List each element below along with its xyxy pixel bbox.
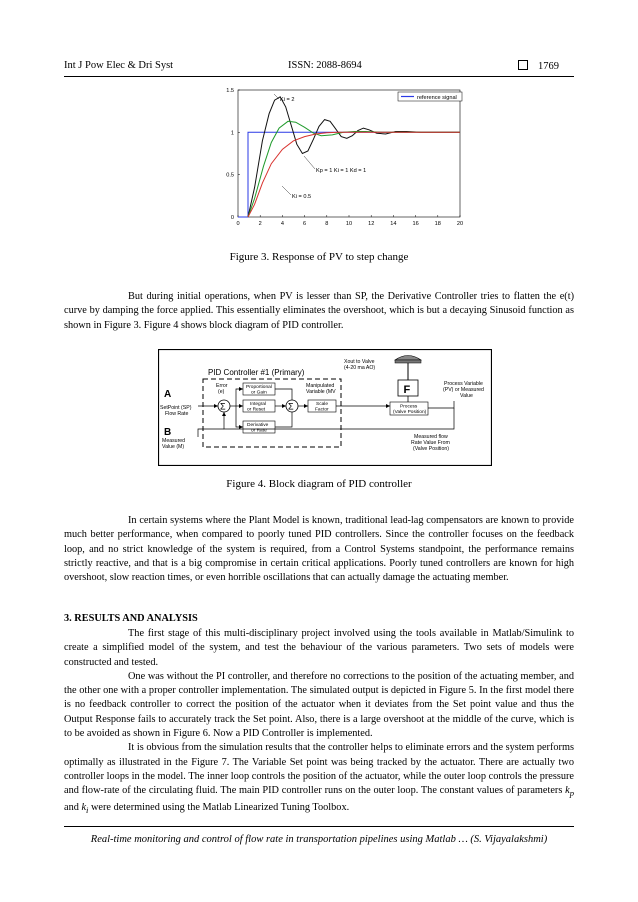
process-line1: Process <box>400 404 418 410</box>
controller-title: PID Controller #1 (Primary) <box>208 368 305 377</box>
manipulated-line1: Manipulated <box>306 383 335 389</box>
derivative-line2: or Rate <box>251 428 267 434</box>
manipulated-line2: Variable (MV <box>306 389 336 395</box>
process-line2: (Valve Position) <box>393 410 427 415</box>
section-p1: The first stage of this multi-disciplinary project involved using the tools available in Matlab/Simulink to create a simplified model of the system, and test the behaviour of the various parameters. Two sets of models were constructed and tested. <box>64 628 574 668</box>
x-tick-label: 4 <box>280 221 284 227</box>
figure4-caption: Figure 4. Block diagram of PID controller <box>226 478 412 490</box>
integral-line1: Integral <box>250 402 266 407</box>
x-tick-label: 2 <box>258 221 262 227</box>
x-tick-label: 16 <box>412 221 419 227</box>
section-p3-and: and <box>64 801 82 813</box>
figure3-caption: Figure 3. Response of PV to step change <box>229 251 409 263</box>
setpoint-line1: SetPoint (SP) <box>160 405 192 411</box>
header-rule <box>64 76 574 77</box>
mflow-line1: Measured flow <box>414 434 448 440</box>
mflow-line2: Rate Value From <box>411 440 450 446</box>
label-b: B <box>164 427 172 438</box>
pid-block-diagram <box>158 349 492 466</box>
x-tick-label: 8 <box>325 221 329 227</box>
pv-line2: (PV) or Measured <box>443 387 484 393</box>
kp-subscript: p <box>569 788 574 799</box>
paragraph-2 <box>64 514 574 585</box>
annotation-label: Ki = 2 <box>280 97 295 103</box>
section-p3-text-b: were determined using the Matlab Linearized Tuning Toolbox. <box>88 801 350 813</box>
x-tick-label: 0 <box>236 221 240 227</box>
xout-line1: Xout to Valve <box>344 359 375 365</box>
chart-legend <box>398 92 462 101</box>
scale-line1: Scale <box>316 402 328 407</box>
y-tick-label: 1 <box>230 130 234 137</box>
pv-line3: Value <box>460 393 473 399</box>
legend-label: reference signal <box>417 95 457 101</box>
measured-line1: Measured <box>162 438 186 444</box>
paragraph-2-text: In certain systems where the Plant Model is known, traditional lead-lag compensators are known to provide much better performance, when compared to poorly tuned PID controllers. Since the controller focuses on the feedback loop, and no strict knowledge of the system is required, from a Control Systems standpoint, the performance remains strictly reactive, and that is a big compromise in certain critical applications. Poorly tuned controllers are known for high overshoot, slow reaction times, or even horrible oscillations that can actually damage the actuating member. <box>64 515 574 584</box>
setpoint-line2: Flow Rate <box>165 411 189 417</box>
x-tick-label: 14 <box>390 221 397 227</box>
paragraph-1-text: But during initial operations, when PV is lesser than SP, the Derivative Controller tries to flatten the e(t) curve by damping the force applied. This essentially eliminates the overshoot, which is but a decaying Sinusoid function as shown in Figure 3. Figure 4 shows block diagram of PID controller. <box>64 291 574 331</box>
ki-subscript: i <box>86 804 89 815</box>
derivative-line1: Derivative <box>247 423 269 428</box>
running-footer: Real-time monitoring and control of flow rate in transportation pipelines using Matlab … (S. Vijayalakshmi) <box>90 834 548 845</box>
journal-name: Int J Pow Elec & Dri Syst <box>64 60 174 71</box>
page-number-wrap <box>518 60 559 72</box>
mflow-line3: (Valve Position) <box>413 446 449 452</box>
error-line2: (e) <box>218 389 225 395</box>
section-heading: 3. RESULTS AND ANALYSIS <box>64 613 198 624</box>
section-p3 <box>64 741 574 817</box>
chart-axes <box>226 88 463 227</box>
integral-line2: or Reset <box>247 407 266 413</box>
error-line1: Error <box>216 383 228 389</box>
annotation-label: Kp = 1 Ki = 1 Kd = 1 <box>316 168 367 174</box>
pv-step-response-chart <box>218 82 478 242</box>
x-tick-label: 18 <box>434 221 441 227</box>
pv-line1: Process Variable <box>444 381 483 387</box>
label-a: A <box>164 389 172 400</box>
valve-letter: F <box>403 384 411 396</box>
footer-rule <box>64 826 574 827</box>
page-number: 1769 <box>538 61 559 72</box>
x-tick-label: 6 <box>303 221 307 227</box>
x-tick-label: 10 <box>345 221 353 227</box>
issn: ISSN: 2088-8694 <box>288 60 362 71</box>
x-tick-label: 12 <box>368 221 375 227</box>
proportional-line2: or Gain <box>251 390 267 396</box>
annotation-label: Ki = 0.5 <box>292 194 312 200</box>
paragraph-1 <box>64 290 574 333</box>
section-p3-text-a: It is obvious from the simulation results that the controller helps to eliminate errors and the system performs optimally as illustrated in the Figure 7. The Variable Set point was being tracked by the actuator. There are actually two controller loops in the model. The inner loop controls the position of the actuator, while the outer loop controls the pressure and flow-rate of the circulating fluid. The main PID controller runs on the outer loop. The constant values of parameters <box>64 742 574 797</box>
y-tick-label: 1.5 <box>226 88 234 94</box>
proportional-line1: Proportional <box>246 385 272 390</box>
ki-symbol: k <box>81 801 87 813</box>
section-p2: One was without the PI controller, and therefore no corrections to the position of the actuating member, and the other one with a proper controller implementation. The simulated output is depicted in Figure 5. In the first model there is no feedback controller to correct the position of the actuator when it deviates from the Set point value and thus the Output Response fails to accurately track the Set point. Also, there is a large overshoot at the middle of the curve, which is to be avoided as shown in Figure 6. Now a PID Controller is implemented. <box>64 670 574 740</box>
section-body <box>64 627 574 817</box>
y-tick-label: 0 <box>230 215 234 221</box>
sigma-1: Σ <box>220 401 226 412</box>
kp-symbol: k <box>565 785 570 797</box>
sigma-2: Σ <box>288 401 294 412</box>
xout-line2: (4-20 ma AO) <box>344 365 376 371</box>
scale-line2: Factor <box>315 407 329 413</box>
y-tick-label: 0.5 <box>226 172 234 179</box>
square-bullet-icon <box>518 60 528 70</box>
measured-line2: Value (M) <box>162 444 185 450</box>
x-tick-label: 20 <box>456 221 464 227</box>
